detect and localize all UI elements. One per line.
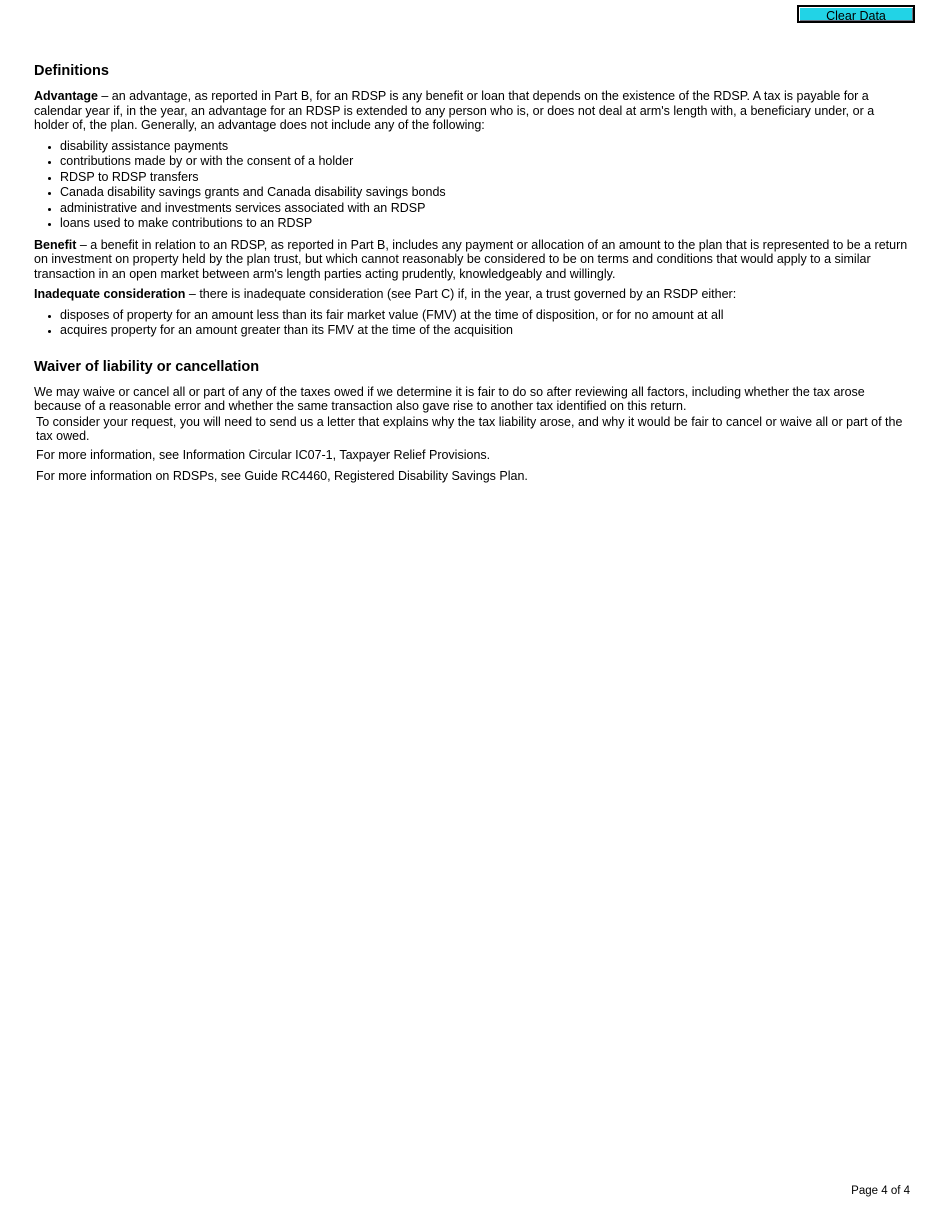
list-item: • loans used to make contributions to an RDSP [60,216,910,232]
inadequate-consideration-text: – there is inadequate consideration (see Part C) if, in the year, a trust governed by an RSDP either: [185,287,737,301]
inadequate-consideration-definition [34,287,910,302]
benefit-term: Benefit [34,237,77,252]
definitions-heading: Definitions [34,63,109,79]
information-circular-paragraph: For more information, see Information Circular IC07-1, Taxpayer Relief Provisions. [36,447,491,462]
clear-data-button[interactable]: Clear Data [797,5,915,23]
page-number: Page 4 of 4 [851,1185,910,1197]
waiver-request-paragraph: To consider your request, you will need to send us a letter that explains why the tax liability arose, and why it would be fair to cancel or waive all or part of the tax owed. [36,414,903,443]
list-item: • Canada disability savings grants and Canada disability savings bonds [60,185,910,201]
inadequate-consideration-list [34,308,910,339]
list-item: • disposes of property for an amount less than its fair market value (FMV) at the time of disposition, or for no amount at all [60,308,910,324]
list-item: • acquires property for an amount greater than its FMV at the time of the acquisition [60,323,910,339]
waiver-heading: Waiver of liability or cancellation [34,358,260,375]
advantage-exclusions-list [34,139,910,232]
advantage-term: Advantage [34,89,98,103]
list-item: • contributions made by or with the consent of a holder [60,154,910,170]
advantage-definition [34,89,910,133]
inadequate-consideration-term: Inadequate consideration [34,287,186,301]
benefit-definition [34,238,910,282]
list-item: • disability assistance payments [60,139,910,155]
rdsp-guide-paragraph: For more information on RDSPs, see Guide RC4460, Registered Disability Savings Plan. [36,469,528,483]
list-item: • administrative and investments services associated with an RDSP [60,201,910,217]
waiver-paragraph: We may waive or cancel all or part of any of the taxes owed if we determine it is fair to do so after reviewing all factors, including whether the tax arose because of a reasonable error and whether the same transaction also gave rise to another tax identified on this return. [34,384,865,413]
advantage-text: – an advantage, as reported in Part B, for an RDSP is any benefit or loan that depends on the existence of the RDSP. A tax is payable for a calendar year if, in the year, an advantage for an RDSP is extended to any person who is, or does not deal at arm's length with, a beneficiary under, or a holder of, the plan. Generally, an advantage does not include any of the following: [34,89,875,132]
benefit-text: – a benefit in relation to an RDSP, as reported in Part B, includes any payment or allocation of an amount to the plan that is represented to be a return on investment on property held by the plan trust, but which cannot reasonably be considered to be on terms and conditions that would apply to a similar transaction in an open market between arm's length parties acting prudently, knowledgeably and willingly. [34,237,908,281]
list-item: • RDSP to RDSP transfers [60,170,910,186]
document-body [34,62,910,490]
